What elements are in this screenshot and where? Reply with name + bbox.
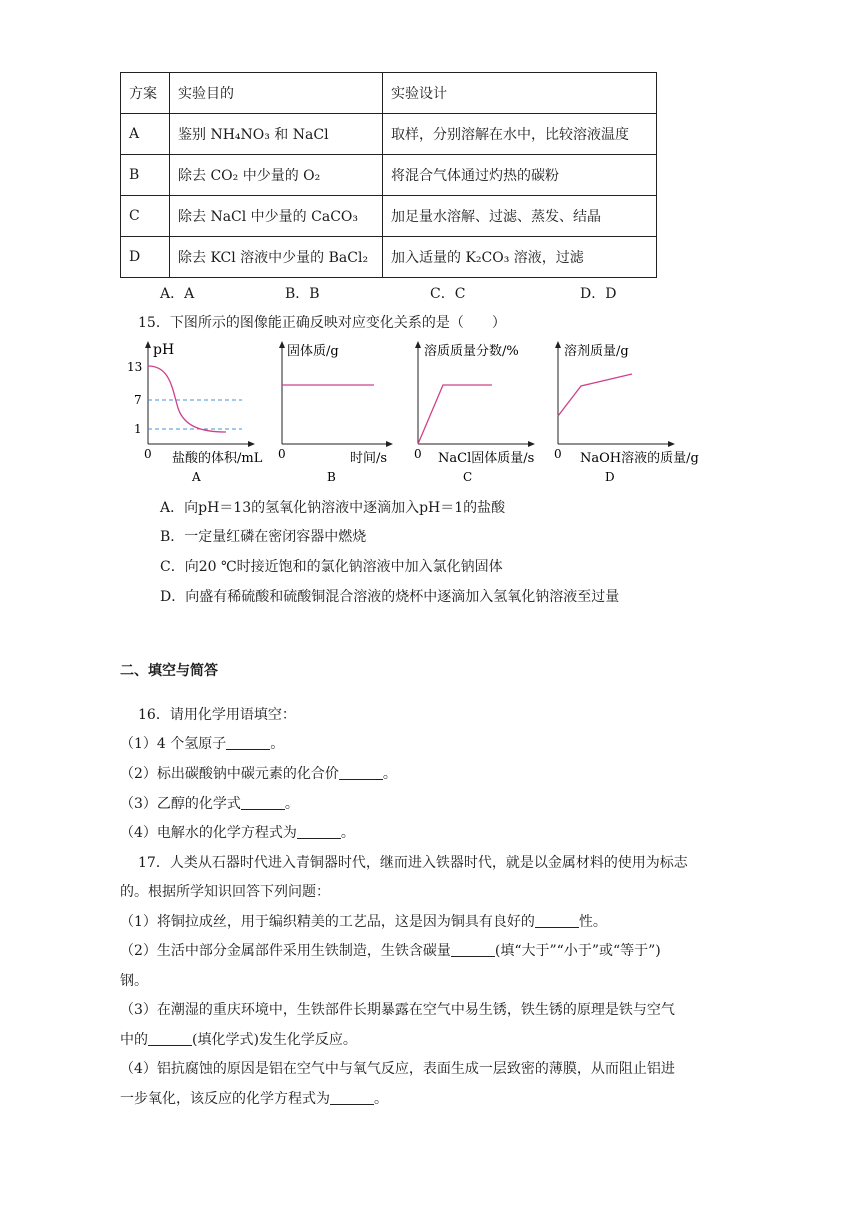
solvent-line: [558, 374, 632, 416]
q17-item-2-cont: 钢。: [120, 973, 148, 989]
q17-item-3: （3）在潮湿的重庆环境中，生铁部件长期暴露在空气中易生锈，铁生锈的原理是铁与空气: [120, 1002, 675, 1018]
q16-item-2: [120, 763, 397, 783]
x-arrow: [386, 441, 393, 447]
x-arrow: [248, 441, 255, 447]
x-arrow: [668, 441, 675, 447]
y-tick: 1: [134, 422, 142, 436]
y-label: 溶剂质量/g: [564, 344, 629, 359]
q17-stem-line1: 17．人类从石器时代进入青铜器时代，继而进入铁器时代，就是以金属材料的使用为标志: [138, 855, 688, 871]
item-tail: 。: [284, 796, 299, 812]
item-text: （2）生活中部分金属部件采用生铁制造，生铁含碳量: [120, 943, 451, 959]
item-tail: 。: [270, 736, 285, 752]
q17-stem-line2: 的。根据所学知识回答下列问题：: [120, 884, 330, 900]
row-key: D: [121, 237, 170, 278]
graph-tag: A: [192, 470, 201, 484]
section-heading: 二、填空与简答: [120, 663, 218, 679]
y-label: 溶质质量分数/%: [424, 344, 519, 359]
item-text: （2）标出碳酸钠中碳元素的化合价: [120, 766, 339, 782]
row-purpose: 除去 CO₂ 中少量的 O₂: [170, 155, 383, 196]
option-a[interactable]: A．A: [160, 286, 195, 302]
q17-item-2: [120, 940, 661, 960]
q17-item-1: [120, 911, 607, 931]
table-row: [121, 155, 657, 196]
item-text: （3）乙醇的化学式: [120, 796, 241, 812]
row-design: 将混合气体通过灼热的碳粉: [383, 155, 657, 196]
answer-blank[interactable]: [339, 765, 383, 780]
graph-tag: D: [605, 470, 615, 484]
y-arrow: [279, 341, 285, 348]
header-cell: 实验设计: [383, 73, 657, 114]
row-purpose: 除去 NaCl 中少量的 CaCO₃: [170, 196, 383, 237]
y-label: 固体质/g: [287, 344, 339, 359]
row-design: 加足量水溶解、过滤、蒸发、结晶: [383, 196, 657, 237]
item-tail: (填“大于”“小于”或“等于”): [494, 943, 661, 959]
item-text: （1）4 个氢原子: [120, 736, 227, 752]
table-row: [121, 196, 657, 237]
origin-label: 0: [144, 447, 152, 461]
q16-item-4: [120, 822, 355, 842]
q15-stem: 15．下图所示的图像能正确反映对应变化关系的是（ ）: [138, 315, 506, 331]
y-arrow: [555, 341, 561, 348]
item-text: 中的: [120, 1032, 148, 1048]
x-label: 盐酸的体积/mL: [172, 451, 263, 466]
origin-label: 0: [414, 447, 422, 461]
x-label: NaCl固体质量/s: [438, 451, 535, 466]
graph-b: [278, 341, 393, 484]
q15-option-d[interactable]: D．向盛有稀硫酸和硫酸铜混合溶液的烧杯中逐滴加入氢氧化钠溶液至过量: [160, 589, 620, 605]
answer-blank[interactable]: [330, 1090, 374, 1105]
item-text: （1）将铜拉成丝，用于编织精美的工艺品，这是因为铜具有良好的: [120, 914, 535, 930]
item-text: 一步氧化，该反应的化学方程式为: [120, 1091, 330, 1107]
item-tail: (填化学式)发生化学反应。: [192, 1032, 357, 1048]
q15-graphs: [120, 340, 720, 488]
row-purpose: 鉴别 NH₄NO₃ 和 NaCl: [170, 114, 383, 155]
item-tail: 。: [374, 1091, 388, 1107]
q16-stem: 16．请用化学用语填空：: [138, 707, 296, 723]
graph-tag: C: [463, 470, 473, 484]
y-arrow: [415, 341, 421, 348]
x-arrow: [528, 441, 535, 447]
graph-tag: B: [327, 470, 336, 484]
option-c[interactable]: C．C: [430, 286, 466, 302]
option-d[interactable]: D．D: [580, 286, 617, 302]
q16-item-1: [120, 733, 284, 753]
experiment-table: [120, 72, 657, 278]
x-label: NaOH溶液的质量/g: [580, 451, 699, 466]
row-design: 加入适量的 K₂CO₃ 溶液，过滤: [383, 237, 657, 278]
answer-blank[interactable]: [451, 942, 495, 957]
table-row: [121, 237, 657, 278]
table-header-row: [121, 73, 657, 114]
row-key: C: [121, 196, 170, 237]
q17-item-4-cont: [120, 1088, 388, 1108]
q14-options: [160, 283, 680, 301]
y-tick: 7: [134, 393, 142, 407]
table-row: [121, 114, 657, 155]
header-cell: 方案: [121, 73, 170, 114]
x-label: 时间/s: [350, 451, 388, 466]
header-cell: 实验目的: [170, 73, 383, 114]
item-tail: 。: [340, 825, 355, 841]
option-b[interactable]: B．B: [285, 286, 320, 302]
origin-label: 0: [554, 447, 562, 461]
answer-blank[interactable]: [241, 795, 285, 810]
answer-blank[interactable]: [148, 1031, 192, 1046]
item-tail: 性。: [578, 914, 607, 930]
item-tail: 。: [382, 766, 397, 782]
graph-a: [127, 341, 263, 484]
q15-option-b[interactable]: B．一定量红磷在密闭容器中燃烧: [160, 529, 367, 545]
row-design: 取样，分别溶解在水中，比较溶液温度: [383, 114, 657, 155]
graph-d: [554, 341, 699, 484]
graph-c: [414, 341, 535, 484]
q17-item-4: （4）铝抗腐蚀的原因是铝在空气中与氧气反应，表面生成一层致密的薄膜，从而阻止铝进: [120, 1061, 675, 1077]
row-purpose: 除去 KCl 溶液中少量的 BaCl₂: [170, 237, 383, 278]
q15-option-c[interactable]: C．向20 ℃时接近饱和的氯化钠溶液中加入氯化钠固体: [160, 559, 503, 575]
q17-item-3-cont: [120, 1029, 357, 1049]
answer-blank[interactable]: [226, 735, 270, 750]
answer-blank[interactable]: [297, 824, 341, 839]
q16-item-3: [120, 793, 299, 813]
y-tick: 13: [127, 360, 143, 374]
item-text: （4）电解水的化学方程式为: [120, 825, 297, 841]
y-label: pH: [153, 342, 175, 358]
q15-option-a[interactable]: A．向pH＝13的氢氧化钠溶液中逐滴加入pH＝1的盐酸: [160, 500, 506, 516]
row-key: A: [121, 114, 170, 155]
origin-label: 0: [278, 447, 286, 461]
answer-blank[interactable]: [535, 913, 579, 928]
y-arrow: [145, 341, 151, 348]
fraction-line: [418, 385, 492, 444]
ph-curve: [148, 366, 226, 432]
row-key: B: [121, 155, 170, 196]
